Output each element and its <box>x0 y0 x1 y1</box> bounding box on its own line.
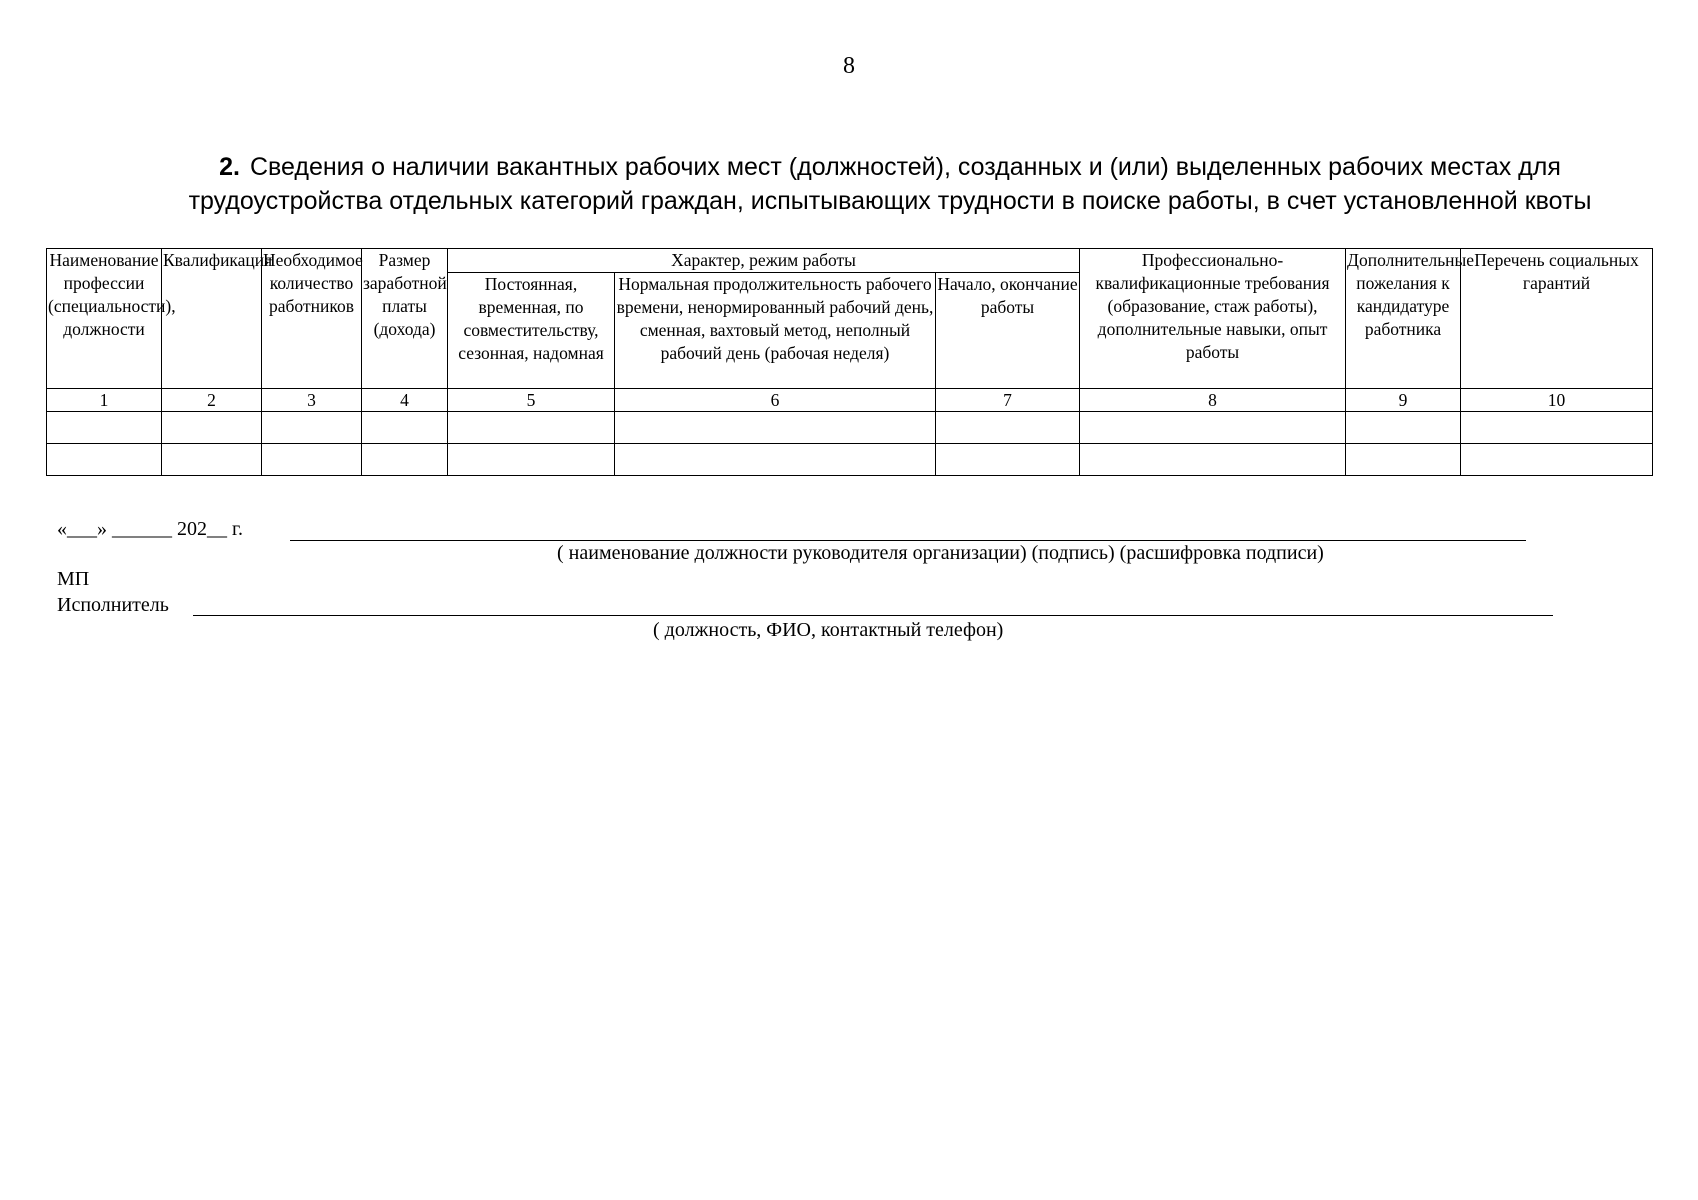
table-cell <box>448 444 615 476</box>
table-cell <box>47 412 162 444</box>
section-number: 2. <box>219 153 240 181</box>
vacancies-table <box>46 248 1653 476</box>
table-cell <box>936 412 1080 444</box>
page-number: 8 <box>843 53 855 79</box>
date-line: «___» ______ 202__ г. <box>57 518 243 540</box>
header-requirements: Профессионально-квалификационные требования (образование, стаж работы), дополнительные навыки, опыт работы <box>1080 249 1346 389</box>
header-additional-wishes: Дополнительные пожелания к кандидатуре работника <box>1346 249 1461 389</box>
table-cell <box>936 444 1080 476</box>
table-cell <box>1461 444 1653 476</box>
section-title <box>150 150 1630 218</box>
table-cell <box>162 444 262 476</box>
column-number: 5 <box>448 389 615 412</box>
table-cell <box>162 412 262 444</box>
executor-caption: ( должность, ФИО, контактный телефон) <box>653 619 1004 641</box>
table-cell <box>47 444 162 476</box>
column-numbers-row <box>47 389 1653 412</box>
header-required-count: Необходимое количество работников <box>262 249 362 389</box>
column-number: 3 <box>262 389 362 412</box>
signature-caption: ( наименование должности руководителя организации) (подпись) (расшифровка подписи) <box>557 542 1324 564</box>
table-cell <box>1080 412 1346 444</box>
table-cell <box>1080 444 1346 476</box>
column-number: 7 <box>936 389 1080 412</box>
header-qualification: Квалификация <box>162 249 262 389</box>
table-cell <box>362 412 448 444</box>
table-cell <box>1461 412 1653 444</box>
executor-line <box>193 615 1553 616</box>
table-cell <box>362 444 448 476</box>
column-number: 8 <box>1080 389 1346 412</box>
header-salary: Размер заработной платы (дохода) <box>362 249 448 389</box>
section-title-text: Сведения о наличии вакантных рабочих мест (должностей), созданных и (или) выделенных рабочих местах для трудоустройства отдельных категорий граждан, испытывающих трудности в поиске работы, в счет установленной квоты <box>188 153 1592 215</box>
column-number: 9 <box>1346 389 1461 412</box>
table-cell <box>1346 444 1461 476</box>
column-number: 2 <box>162 389 262 412</box>
header-employment-type: Постоянная, временная, по совместительству, сезонная, надомная <box>448 273 615 389</box>
header-work-mode-group: Характер, режим работы <box>448 249 1080 273</box>
column-number: 4 <box>362 389 448 412</box>
header-working-hours: Нормальная продолжительность рабочего времени, ненормированный рабочий день, сменная, вахтовый метод, неполный рабочий день (рабочая неделя) <box>615 273 936 389</box>
table-row <box>47 412 1653 444</box>
stamp-label: МП <box>57 568 90 590</box>
table-cell <box>1346 412 1461 444</box>
header-profession: Наименование профессии (специальности), должности <box>47 249 162 389</box>
table-row <box>47 444 1653 476</box>
table-cell <box>615 412 936 444</box>
table-cell <box>262 412 362 444</box>
column-number: 10 <box>1461 389 1653 412</box>
table-cell <box>262 444 362 476</box>
column-number: 6 <box>615 389 936 412</box>
table-cell <box>448 412 615 444</box>
executor-label: Исполнитель <box>57 594 169 616</box>
table-cell <box>615 444 936 476</box>
header-start-end: Начало, окончание работы <box>936 273 1080 389</box>
header-social-guarantees: Перечень социальных гарантий <box>1461 249 1653 389</box>
column-number: 1 <box>47 389 162 412</box>
